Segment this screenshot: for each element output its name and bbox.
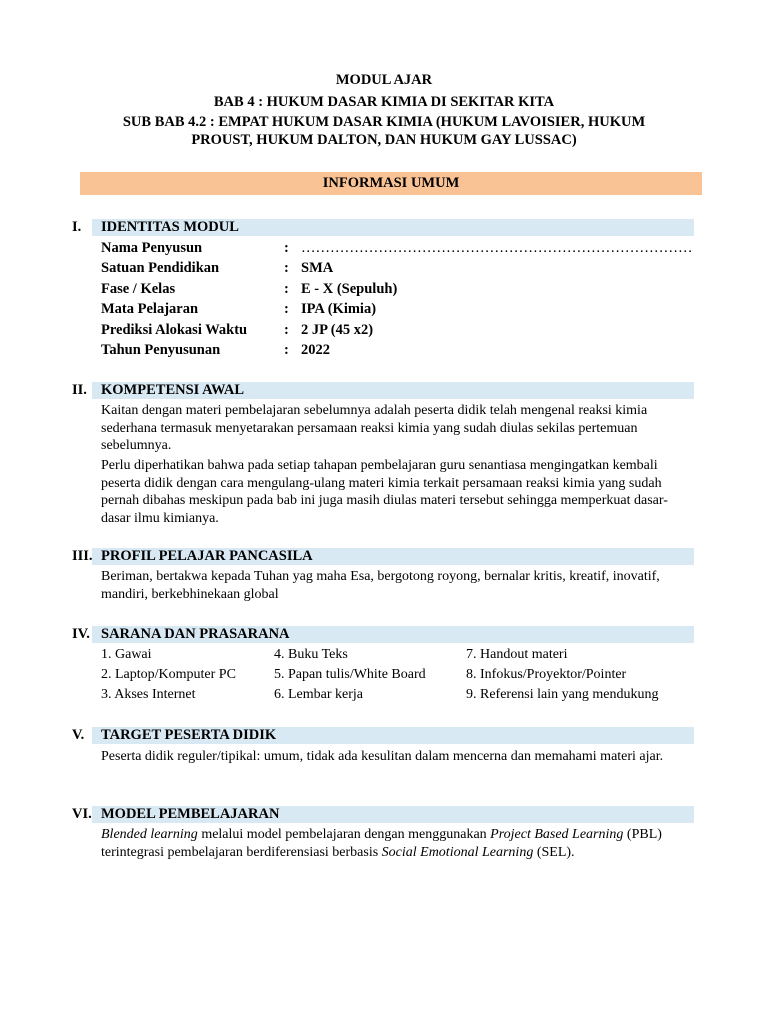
colon: : [284,342,289,358]
identity-label: Tahun Penyusunan [101,342,221,358]
identity-label: Fase / Kelas [101,281,176,297]
identity-label: Nama Penyusun [101,240,203,256]
section-sarana-prasarana [72,626,694,643]
identity-row [101,258,694,278]
sarana-item: 9. Referensi lain yang mendukung [466,687,659,702]
sarana-item: 7. Handout materi [466,647,568,662]
identity-value: ……………………………………………………………………… [301,240,693,256]
section-number: V. [72,727,85,743]
subchapter-title-line1: SUB BAB 4.2 : EMPAT HUKUM DASAR KIMIA (HUKUM LAVOISIER, HUKUM [122,114,646,130]
model-text: (PBL) terintegrasi pembelajaran berdiferensiasi berbasis [101,827,662,860]
pbl-term: Project Based Learning [490,827,624,842]
sarana-item: 8. Infokus/Proyektor/Pointer [466,667,627,682]
section-model-pembelajaran [72,806,694,823]
colon: : [284,322,289,338]
model-text: melalui model pembelajaran dengan menggunakan [197,827,491,842]
identity-value: IPA (Kimia) [301,301,377,317]
section-identitas-modul [72,219,694,236]
sarana-item: 5. Papan tulis/White Board [274,667,426,682]
section-number: II. [72,382,87,398]
section-profil-pelajar [72,548,694,565]
sarana-item: 1. Gawai [101,647,152,662]
identity-row [101,320,694,340]
target-paragraph: Peserta didik reguler/tipikal: umum, tidak ada kesulitan dalam mencerna dan memahami materi ajar. [101,749,664,764]
section-target-peserta [72,727,694,744]
identity-value: SMA [301,260,334,276]
sarana-item: 6. Lembar kerja [274,687,364,702]
sarana-item: 4. Buku Teks [274,647,348,662]
colon: : [284,281,289,297]
colon: : [284,260,289,276]
colon: : [284,240,289,256]
sarana-item: 3. Akses Internet [101,687,196,702]
identity-row [101,279,694,299]
identity-label: Satuan Pendidikan [101,260,220,276]
section-number: VI. [72,806,92,822]
subchapter-title-line2: PROUST, HUKUM DALTON, DAN HUKUM GAY LUSSAC) [191,132,577,148]
colon: : [284,301,289,317]
informasi-umum-banner: INFORMASI UMUM [80,172,702,195]
sel-term: Social Emotional Learning [381,844,534,860]
identity-row [101,340,694,360]
section-number: III. [72,548,93,564]
section-title: PROFIL PELAJAR PANCASILA [101,548,313,564]
model-paragraph [101,826,697,861]
section-number: IV. [72,626,90,642]
identity-row [101,238,694,258]
blended-learning-term: Blended learning [101,827,198,842]
section-title: KOMPETENSI AWAL [101,382,245,398]
kompetensi-paragraph-2: Perlu diperhatikan bahwa pada setiap tahapan pembelajaran guru senantiasa mengingatkan kembali peserta didik dengan cara mengulang-ulang materi kimia terkait persamaan reaksi kimia yang sudah pernah dibahas meskipun pada bab ini juga masih diulas materi tersebut sehingga memperkuat dasar-dasar ilmu kimianya. [101,458,668,526]
section-title: IDENTITAS MODUL [101,219,239,235]
section-kompetensi-awal [72,382,694,399]
section-title: TARGET PESERTA DIDIK [101,727,277,743]
model-text: (SEL). [533,844,575,860]
doc-title: MODUL AJAR [335,72,433,88]
sarana-item: 2. Laptop/Komputer PC [101,667,236,682]
section-title: MODEL PEMBELAJARAN [101,806,280,822]
identity-label: Mata Pelajaran [101,301,199,317]
section-number: I. [72,219,82,235]
identity-row [101,299,694,319]
identity-label: Prediksi Alokasi Waktu [101,322,248,338]
identity-value: 2022 [301,342,330,358]
identity-value: 2 JP (45 x2) [301,322,374,338]
identity-value: E - X (Sepuluh) [301,281,398,297]
profil-paragraph: Beriman, bertakwa kepada Tuhan yag maha Esa, bergotong royong, bernalar kritis, kreatif, inovatif, mandiri, berkebhinekaan global [101,569,660,602]
chapter-title: BAB 4 : HUKUM DASAR KIMIA DI SEKITAR KITA [213,94,555,110]
section-title: SARANA DAN PRASARANA [101,626,290,642]
kompetensi-paragraph-1: Kaitan dengan materi pembelajaran sebelumnya adalah peserta didik telah mengenal reaksi kimia sederhana termasuk menyetarakan persamaan reaksi kimia yang sudah diulas sekilas pertemuan sebelumnya. [101,403,648,453]
